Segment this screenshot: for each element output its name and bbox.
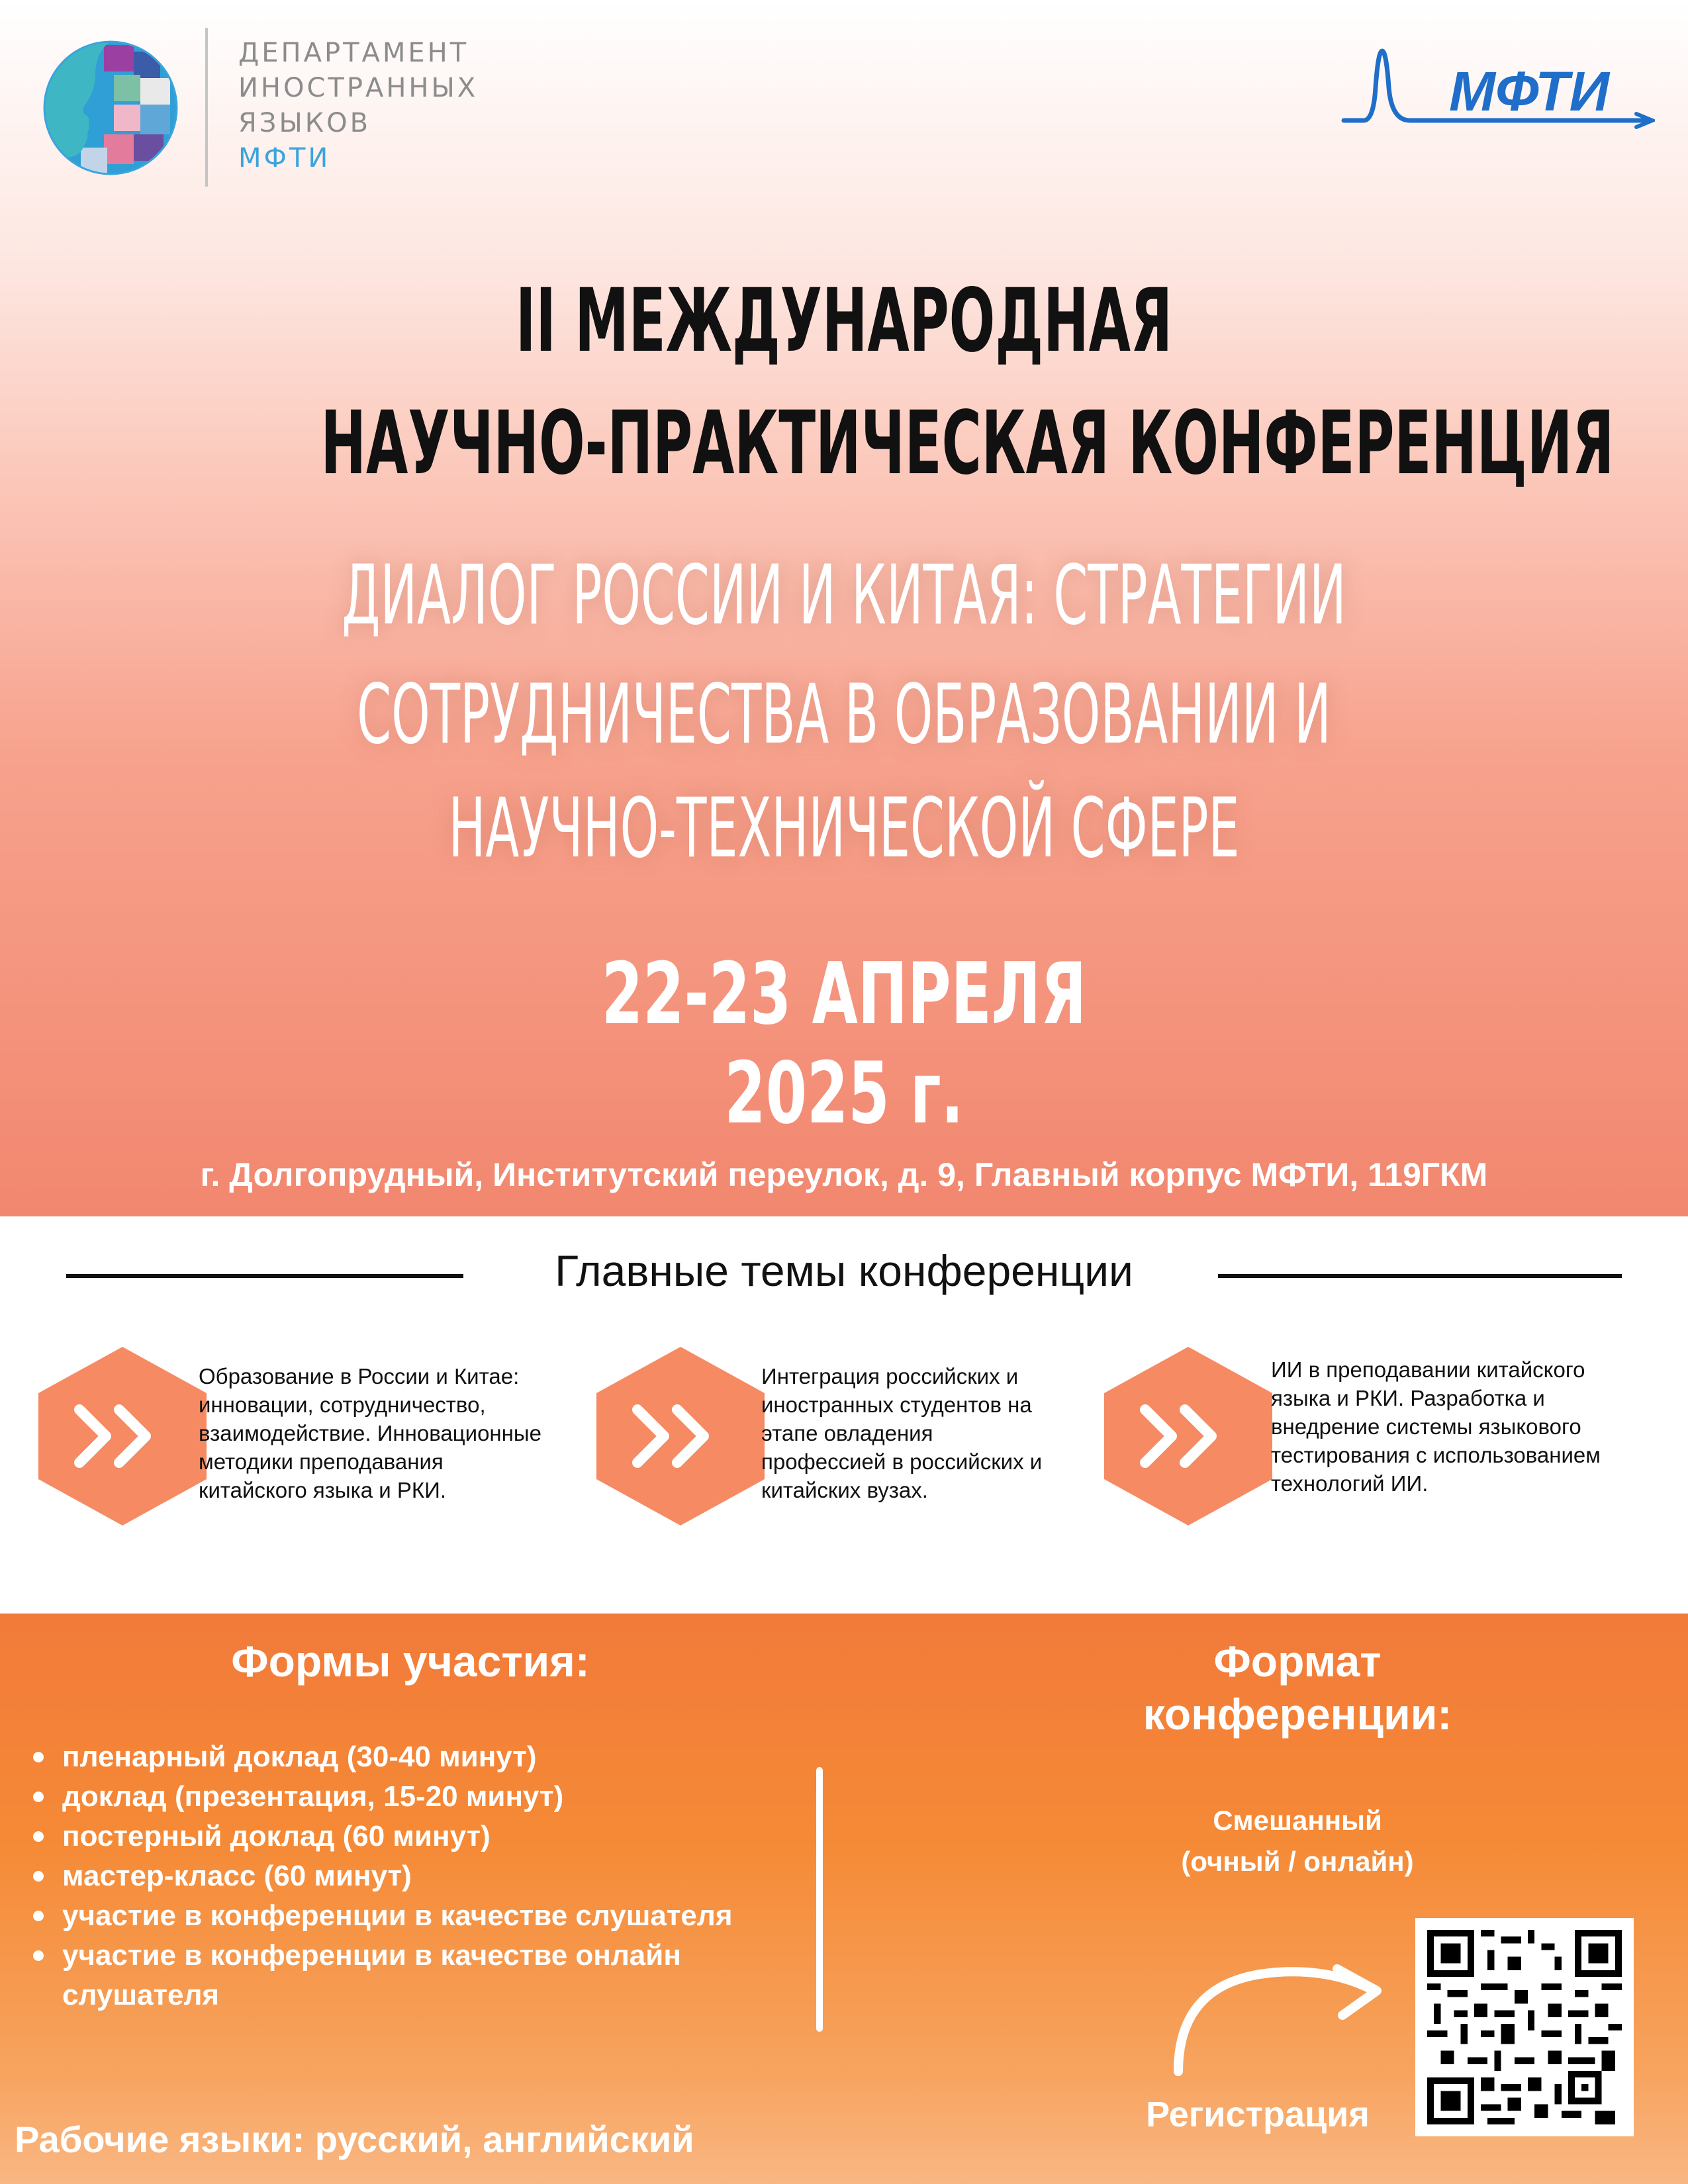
mipt-pulse-logo-icon [1337,48,1655,147]
topic-line: технологий ИИ. [1271,1471,1429,1496]
participation-item: участие в конференции в качестве слушателя [28,1896,776,1936]
dept-name [238,36,478,176]
conference-title-line1: II МЕЖДУНАРОДНАЯ [515,270,1173,372]
topics-heading: Главные темы конференции [555,1246,1133,1295]
participation-item: постерный доклад (60 минут) [28,1817,776,1856]
conference-theme-line3: НАУЧНО-ТЕХНИЧЕСКОЙ СФЕРЕ [448,781,1240,876]
topic-item-1 [199,1362,569,1504]
topic-line: методики преподавания [199,1449,444,1474]
conference-title-line2: НАУЧНО-ПРАКТИЧЕСКАЯ КОНФЕРЕНЦИЯ [320,392,1615,494]
working-languages: Рабочие языки: русский, английский [15,2118,694,2160]
topic-line: языка и РКИ. Разработка и [1271,1386,1545,1410]
qr-code-icon[interactable] [1415,1918,1634,2136]
double-chevron-right-icon [33,1343,212,1529]
topic-line: этапе овладения [761,1421,933,1445]
topic-line: тестирования с использованием [1271,1443,1601,1467]
topic-line: Образование в России и Китае: [199,1364,520,1388]
format-value [1046,1800,1549,1882]
curved-arrow-icon [1165,1952,1390,2078]
format-value-line: Смешанный [1213,1805,1382,1836]
qr-code-pattern [1427,1930,1622,2124]
topic-line: Интеграция российских и [761,1364,1019,1388]
conference-dates: 22-23 АПРЕЛЯ [601,945,1087,1044]
conference-year: 2025 г. [724,1044,964,1143]
format-heading [1046,1635,1549,1741]
conference-theme-line1: ДИАЛОГ РОССИИ И КИТАЯ: СТРАТЕГИИ [342,548,1346,643]
topic-item-3 [1271,1355,1655,1498]
topic-line: внедрение системы языкового [1271,1414,1581,1439]
venue-address: г. Долгопрудный, Институтский переулок, д. 9, Главный корпус МФТИ, 119ГКМ [200,1156,1488,1193]
globe-head-logo-icon [41,38,180,177]
double-chevron-right-icon [1099,1343,1278,1529]
section-divider [816,1767,823,2032]
topic-line: китайских вузах. [761,1478,928,1502]
header-divider [205,28,208,187]
participation-item: пленарный доклад (30-40 минут) [28,1737,776,1777]
participation-item: участие в конференции в качестве онлайн слушателя [28,1936,776,2015]
dept-name-line: МФТИ [238,143,331,173]
topic-line: китайского языка и РКИ. [199,1478,447,1502]
dept-name-line: ДЕПАРТАМЕНТ [238,38,469,68]
topic-line: иностранных студентов на [761,1392,1032,1417]
participation-item: доклад (презентация, 15-20 минут) [28,1777,776,1817]
registration-label: Регистрация [1146,2095,1370,2134]
dept-name-line: ЯЗЫКОВ [238,108,371,138]
participation-item: мастер-класс (60 минут) [28,1856,776,1896]
format-heading-line: конференции: [1143,1690,1452,1739]
participation-heading: Формы участия: [231,1637,590,1686]
topic-line: взаимодействие. Инновационные [199,1421,541,1445]
topic-item-2 [761,1362,1105,1504]
format-heading-line: Формат [1213,1637,1382,1686]
topic-line: ИИ в преподавании китайского [1271,1357,1585,1382]
double-chevron-right-icon [591,1343,770,1529]
conference-theme-line2: СОТРУДНИЧЕСТВА В ОБРАЗОВАНИИ И [357,667,1331,762]
mipt-logo-text: МФТИ [1449,60,1609,122]
dept-name-line: ИНОСТРАННЫХ [238,73,479,103]
participation-list [28,1737,776,2015]
topic-line: инновации, сотрудничество, [199,1392,486,1417]
heading-rule-right [1218,1274,1622,1278]
format-value-line: (очный / онлайн) [1181,1846,1414,1877]
topic-line: профессией в российских и [761,1449,1043,1474]
